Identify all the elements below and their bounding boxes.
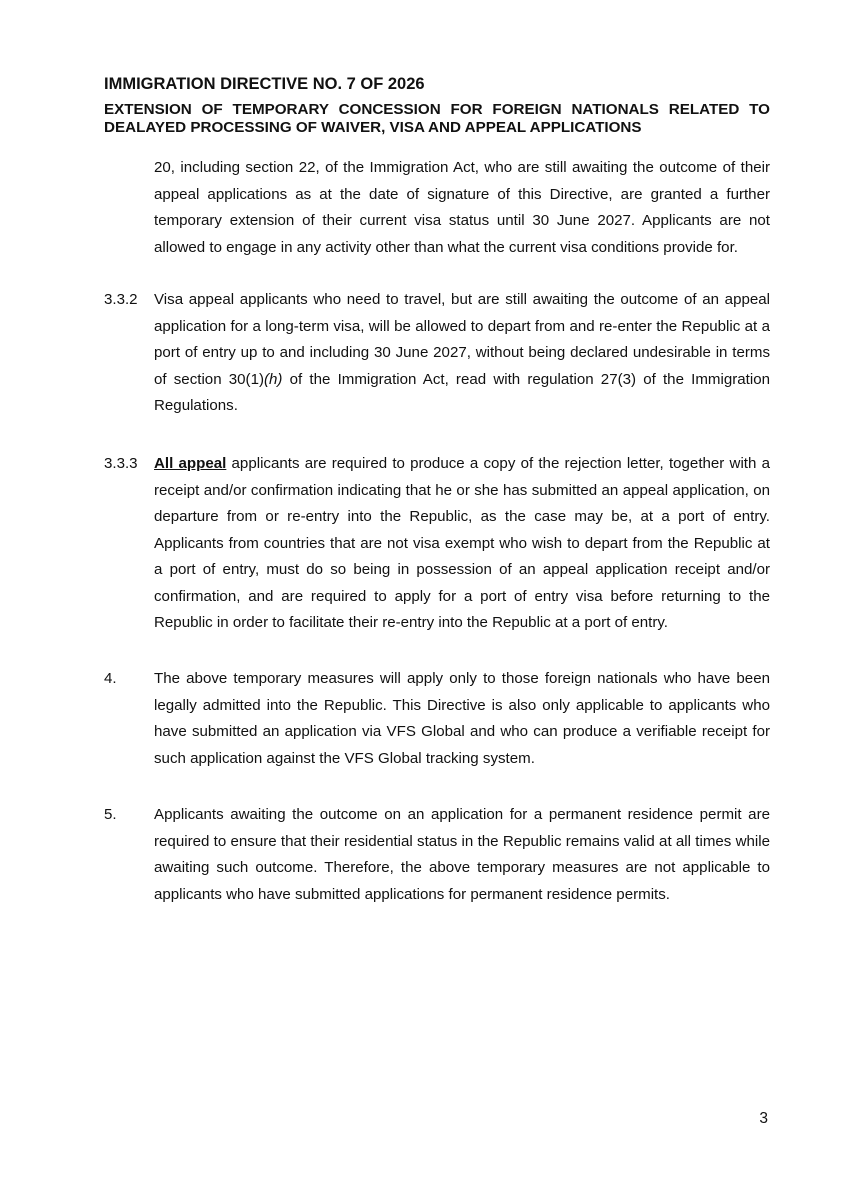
paragraph-text-part: of the Immigration Act, read with regulation 27(3) of the Immigration Regulations. [154, 370, 770, 414]
paragraph-number: 5. [104, 806, 117, 823]
paragraph-5 [104, 802, 770, 908]
paragraph-text: 20, including section 22, of the Immigration Act, who are still awaiting the outcome of their appeal applications as at the date of signature of this Directive, are granted a further temporary extension of their current visa status until 30 June 2027. Applicants are not allowed to engage in any activity other than what the current visa conditions provide for. [154, 159, 770, 256]
paragraph-text-italic: (h) [264, 370, 283, 388]
paragraph-3-3-3 [104, 451, 770, 637]
paragraph-text: The above temporary measures will apply only to those foreign nationals who have been legally admitted into the Republic. This Directive is also only applicable to applicants who have submitted an application via VFS Global and who can produce a verifiable receipt for such application against the VFS Global tracking system. [154, 670, 770, 767]
paragraph-continuation [104, 155, 770, 261]
paragraph-3-3-2 [104, 287, 770, 420]
emphasis-all-appeal: All appeal [154, 455, 227, 472]
paragraph-text-part: applicants are required to produce a copy of the rejection letter, together with a receipt and/or confirmation indicating that he or she has submitted an appeal application, on departure from or re-entry into the Republic, as the case may be, at a port of entry. Applicants from countries that are not visa exempt who wish to depart from the Republic at a port of entry, must do so being in possession of an appeal application receipt and/or confirmation, and are required to apply for a port of entry visa before returning to the Republic in order to facilitate their re-entry into the Republic at a port of entry. [154, 455, 770, 631]
directive-title: IMMIGRATION DIRECTIVE NO. 7 OF 2026 [104, 75, 425, 93]
paragraph-text: Applicants awaiting the outcome on an application for a permanent residence permit are required to ensure that their residential status in the Republic remains valid at all times while awaiting such outcome. Therefore, the above temporary measures are not applicable to applicants who have submitted applications for permanent residence permits. [154, 806, 770, 903]
paragraph-text [154, 287, 770, 420]
paragraph-number: 3.3.3 [104, 455, 138, 472]
paragraph-number: 4. [104, 670, 117, 687]
paragraph-4 [104, 666, 770, 772]
paragraph-text-part: Visa appeal applicants who need to travel, but are still awaiting the outcome of an appeal application for a long-term visa, will be allowed to depart from and re-enter the Republic at a port of entry up to and including 30 June 2027, without being declared undesirable in terms of section 30(1) [154, 291, 770, 388]
paragraph-number: 3.3.2 [104, 291, 138, 308]
page-number: 3 [759, 1110, 768, 1127]
directive-subtitle: EXTENSION OF TEMPORARY CONCESSION FOR FOREIGN NATIONALS RELATED TO DEALAYED PROCESSING OF WAIVER, VISA AND APPEAL APPLICATIONS [104, 101, 770, 136]
paragraph-text [154, 451, 770, 637]
